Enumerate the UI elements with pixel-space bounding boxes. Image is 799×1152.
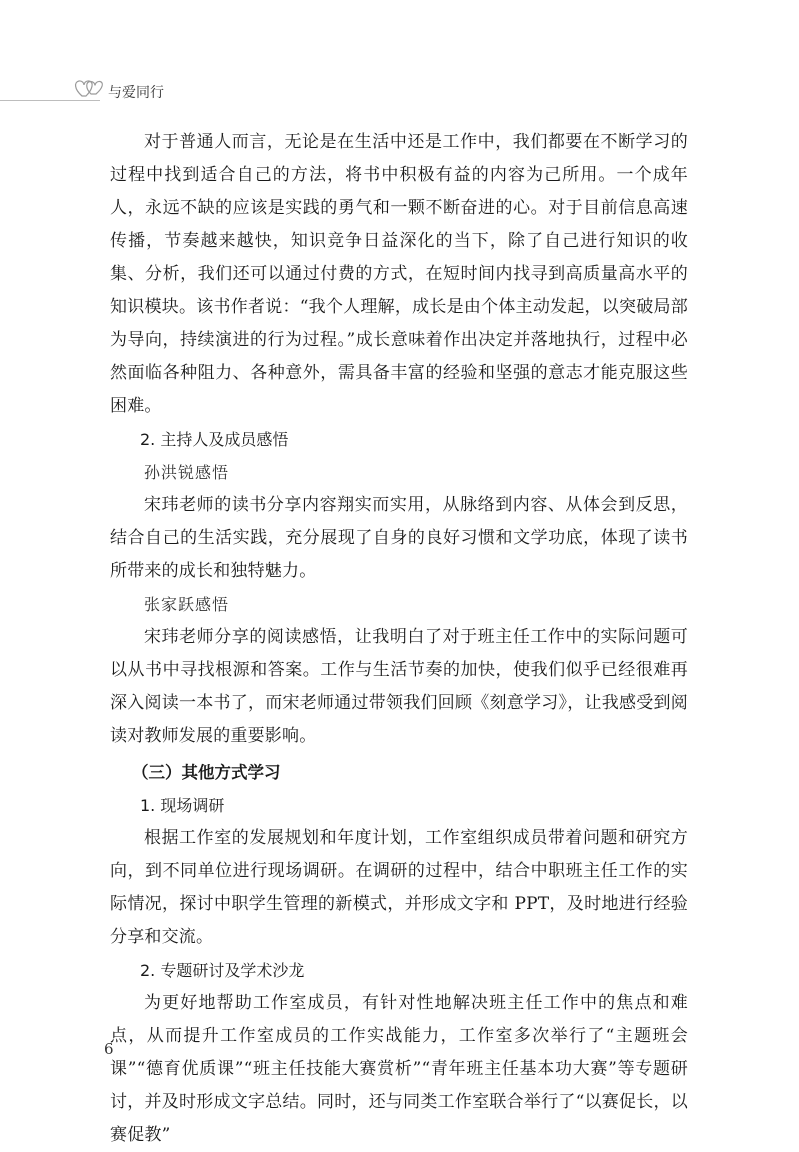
reflection-author: 张家跃感悟 — [144, 595, 230, 614]
page-body — [110, 126, 688, 1152]
paragraph: 宋玮老师分享的阅读感悟，让我明白了对于班主任工作中的实际问题可以从书中寻找根源和答案。工作与生活节奏的加快，使我们似乎已经很难再深入阅读一本书了，而宋老师通过带领我们回顾《刻意学习》，让我感受到阅读对教师发展的重要影响。 — [110, 627, 688, 746]
double-heart-icon — [72, 74, 106, 102]
paragraph: 对于普通人而言，无论是在生活中还是工作中，我们都要在不断学习的过程中找到适合自己的方法，将书中积极有益的内容为己所用。一个成年人，永远不缺的应该是实践的勇气和一颗不断奋进的心。对于目前信息高速传播，节奏越来越快，知识竞争日益深化的当下，除了自己进行知识的收集、分析，我们还可以通过付费的方式，在短时间内找寻到高质量高水平的知识模块。该书作者说：“我个人理解，成长是由个体主动发起，以突破局部为导向，持续演进的行为过程。”成长意味着作出决定并落地执行，过程中必然面临各种阻力、各种意外，需具备丰富的经验和坚强的意志才能克服这些困难。 — [110, 132, 688, 416]
subsection-heading: 1. 现场调研 — [140, 796, 225, 815]
section-heading: （三）其他方式学习 — [132, 763, 281, 782]
paragraph: 宋玮老师的读书分享内容翔实而实用，从脉络到内容、从体会到反思，结合自己的生活实践，充分展现了自身的良好习惯和文学功底，体现了读书所带来的成长和独特魅力。 — [110, 495, 688, 581]
page-number: 6 — [104, 1040, 114, 1058]
reflection-author: 孙洪锐感悟 — [144, 463, 230, 482]
running-header — [0, 70, 799, 110]
paragraph: 为更好地帮助工作室成员，有针对性地解决班主任工作中的焦点和难点，从而提升工作室成员的工作实战能力，工作室多次举行了“主题班会课”“德育优质课”“班主任技能大赛赏析”“青年班主任基本功大赛”等专题研讨，并及时形成文字总结。同时，还与同类工作室联合举行了“以赛促长，以赛促教” — [110, 993, 688, 1145]
header-title: 与爱同行 — [108, 85, 164, 101]
paragraph: 根据工作室的发展规划和年度计划，工作室组织成员带着问题和研究方向，到不同单位进行现场调研。在调研的过程中，结合中职班主任工作的实际情况，探讨中职学生管理的新模式，并形成文字和 PPT，及时地进行经验分享和交流。 — [110, 828, 688, 947]
subsection-heading: 2. 专题研讨及学术沙龙 — [140, 961, 305, 980]
subsection-heading: 2. 主持人及成员感悟 — [140, 430, 289, 449]
